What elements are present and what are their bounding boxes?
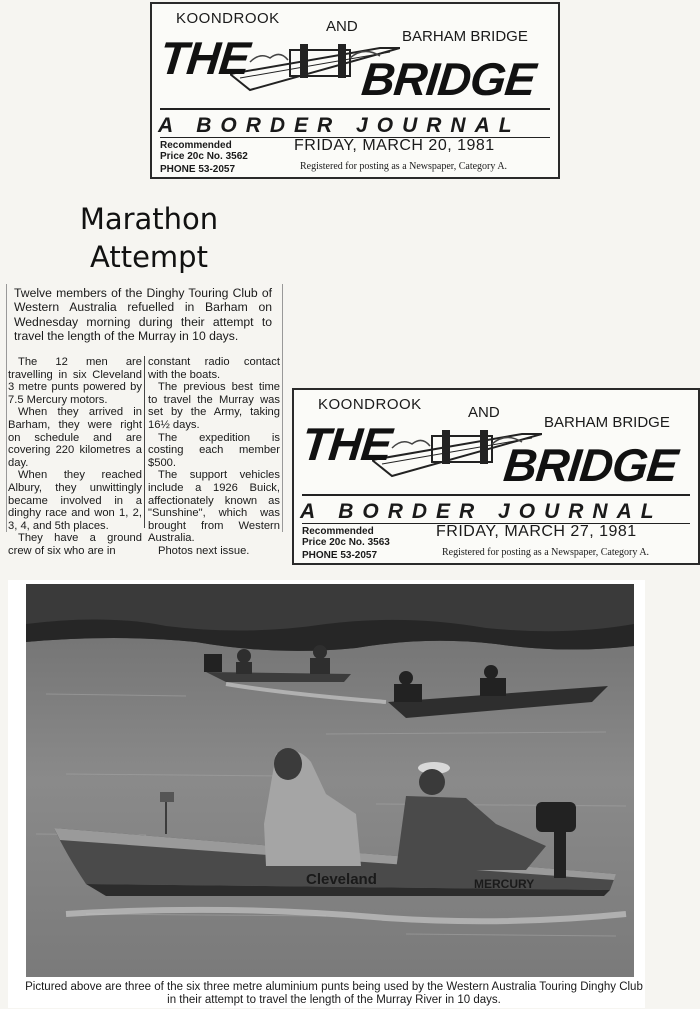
- article-paragraph: When they reached Albury, they unwittingly became involved in a dinghy race and won 1, 2, 3, 4, and 5th places.: [8, 469, 142, 532]
- masthead-koondrook: KOONDROOK: [176, 10, 280, 27]
- article-paragraph: The expedition is costing each member $500.: [148, 431, 280, 469]
- hull-mercury-text: MERCURY: [474, 877, 535, 891]
- article-paragraph: They have a ground crew of six who are in: [8, 532, 142, 557]
- article-lead: Twelve members of the Dinghy Touring Club of Western Australia refuelled in Barham on Wednesday morning during their attempt to travel the length of the Murray in 10 days.: [14, 286, 272, 344]
- column-divider: [144, 356, 145, 528]
- masthead-rule: [160, 108, 550, 110]
- article-paragraph: The 12 men are travelling in six Cleveland 3 metre punts powered by 7.5 Mercury motors.: [8, 356, 142, 406]
- article-column-1: [8, 356, 142, 558]
- article-paragraph: The support vehicles include a 1926 Buick, affectionately known as "Sunshine", which was brought from Western Australia.: [148, 469, 280, 545]
- masthead-recommended: Recommended: [302, 526, 374, 537]
- article-paragraph: When they arrived in Barham, they were right on schedule and are covering 220 kilometres a day.: [8, 406, 142, 469]
- masthead-march-20: [150, 2, 560, 179]
- masthead-and: AND: [468, 404, 500, 421]
- masthead-price: Price 20c No. 3562: [160, 151, 248, 162]
- masthead-koondrook: KOONDROOK: [318, 396, 422, 413]
- column-divider: [282, 284, 283, 532]
- masthead-barham-bridge: BARHAM BRIDGE: [402, 28, 528, 45]
- masthead-registration: Registered for posting as a Newspaper, Category A.: [442, 547, 650, 558]
- article-column-2: [148, 356, 280, 558]
- masthead-journal: A BORDER JOURNAL: [158, 114, 521, 137]
- masthead-price: Price 20c No. 3563: [302, 537, 390, 548]
- column-divider: [6, 284, 7, 532]
- masthead-title-the: THE: [299, 418, 394, 470]
- masthead-barham-bridge: BARHAM BRIDGE: [544, 414, 670, 431]
- article-paragraph: constant radio contact with the boats.: [148, 356, 280, 381]
- masthead-title-bridge: BRIDGE: [501, 439, 680, 491]
- masthead-and: AND: [326, 18, 358, 35]
- article-paragraph: The previous best time to travel the Murray was set by the Army, taking 16½ days.: [148, 381, 280, 431]
- masthead-rule: [302, 494, 690, 496]
- article-headline: Marathon Attempt: [79, 202, 219, 274]
- masthead-title-the: THE: [157, 32, 252, 84]
- river-punts-photo: [26, 584, 634, 977]
- masthead-date: FRIDAY, MARCH 20, 1981: [294, 137, 495, 154]
- masthead-date: FRIDAY, MARCH 27, 1981: [436, 523, 637, 540]
- masthead-recommended: Recommended: [160, 140, 232, 151]
- masthead-march-27: [292, 388, 700, 565]
- masthead-phone: PHONE 53-2057: [160, 164, 236, 175]
- article-paragraph: Photos next issue.: [158, 544, 250, 557]
- masthead-journal: A BORDER JOURNAL: [300, 500, 663, 523]
- masthead-title-bridge: BRIDGE: [359, 53, 538, 105]
- photo-caption: Pictured above are three of the six three metre aluminium punts being used by the Western Australia Touring Dinghy Club in their attempt to travel the length of the Murray River in 10 days.: [25, 981, 643, 1006]
- masthead-phone: PHONE 53-2057: [302, 550, 378, 561]
- masthead-registration: Registered for posting as a Newspaper, Category A.: [300, 161, 508, 172]
- hull-cleveland-text: Cleveland: [306, 871, 377, 888]
